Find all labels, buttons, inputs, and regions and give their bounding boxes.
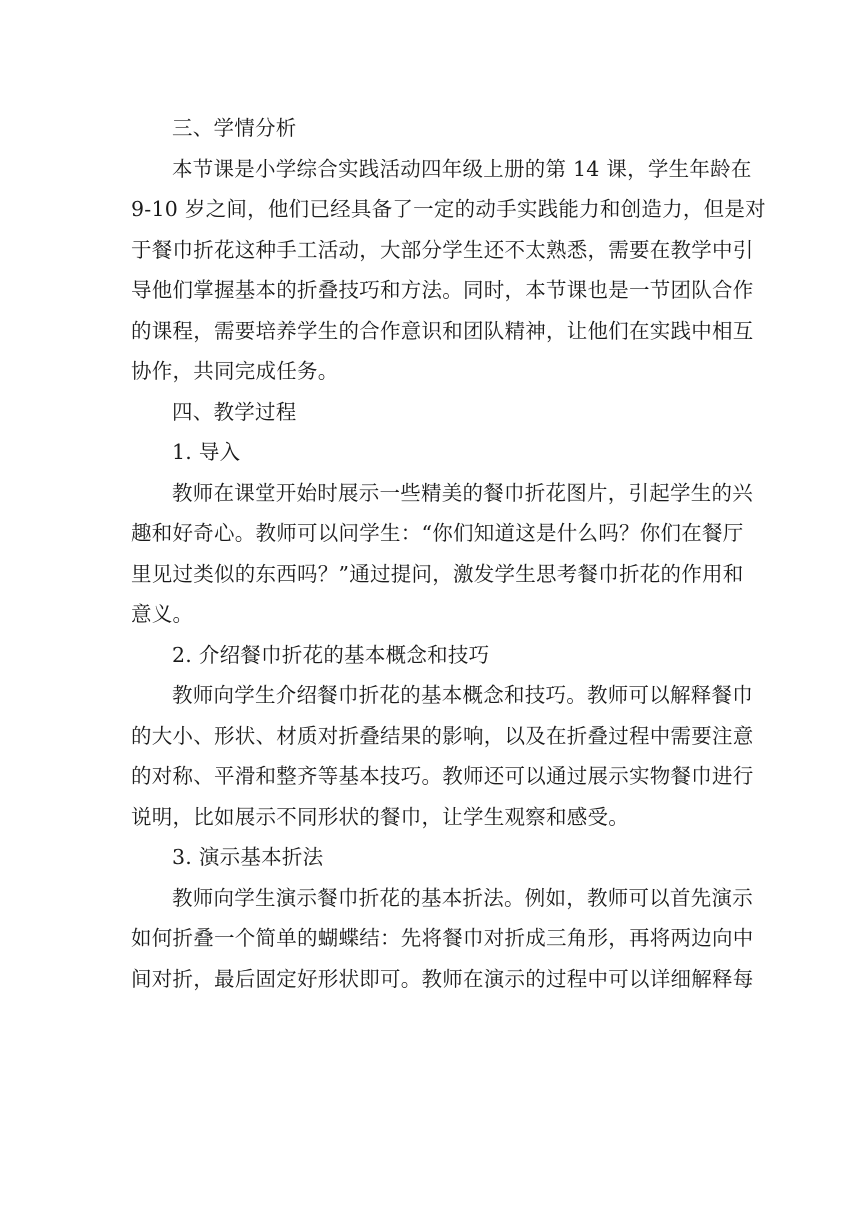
paragraph-line: 协作，共同完成任务。: [131, 359, 339, 383]
paragraph-line: 本节课是小学综合实践活动四年级上册的第 14 课，学生年龄在: [172, 156, 752, 181]
paragraph-line: 导他们掌握基本的折叠技巧和方法。同时，本节课也是一节团队合作: [131, 278, 754, 302]
paragraph-line: 的大小、形状、材质对折叠结果的影响，以及在折叠过程中需要注意: [131, 723, 754, 748]
paragraph-line: 意义。: [131, 602, 194, 626]
paragraph-line: 教师在课堂开始时展示一些精美的餐巾折花图片，引起学生的兴: [172, 480, 753, 505]
paragraph-line: 的对称、平滑和整齐等基本技巧。教师还可以通过展示实物餐巾进行: [131, 764, 754, 788]
paragraph-line: 说明，比如展示不同形状的餐巾，让学生观察和感受。: [131, 804, 629, 829]
paragraph-line: 趣和好奇心。教师可以问学生：“你们知道这是什么吗？你们在餐厅: [131, 521, 744, 545]
paragraph-line: 9-10 岁之间，他们已经具备了一定的动手实践能力和创造力，但是对: [131, 197, 766, 221]
step-heading-concepts: 2. 介绍餐巾折花的基本概念和技巧: [172, 642, 490, 667]
section-heading-learner-analysis: 三、学情分析: [172, 116, 297, 140]
paragraph-line: 于餐巾折花这种手工活动，大部分学生还不太熟悉，需要在教学中引: [131, 237, 754, 262]
paragraph-line: 教师向学生演示餐巾折花的基本折法。例如，教师可以首先演示: [172, 885, 753, 910]
paragraph-line: 里见过类似的东西吗？”通过提问，激发学生思考餐巾折花的作用和: [131, 561, 744, 586]
paragraph-line: 的课程，需要培养学生的合作意识和团队精神，让他们在实践中相互: [131, 318, 754, 343]
paragraph-line: 如何折叠一个简单的蝴蝶结：先将餐巾对折成三角形，再将两边向中: [131, 926, 754, 950]
document-page: [131, 108, 766, 999]
step-heading-demonstration: 3. 演示基本折法: [172, 845, 324, 869]
step-heading-introduction: 1. 导入: [172, 440, 241, 464]
section-heading-teaching-process: 四、教学过程: [172, 399, 297, 424]
paragraph-line: 教师向学生介绍餐巾折花的基本概念和技巧。教师可以解释餐巾: [172, 683, 753, 707]
paragraph-line: 间对折，最后固定好形状即可。教师在演示的过程中可以详细解释每: [131, 966, 754, 991]
